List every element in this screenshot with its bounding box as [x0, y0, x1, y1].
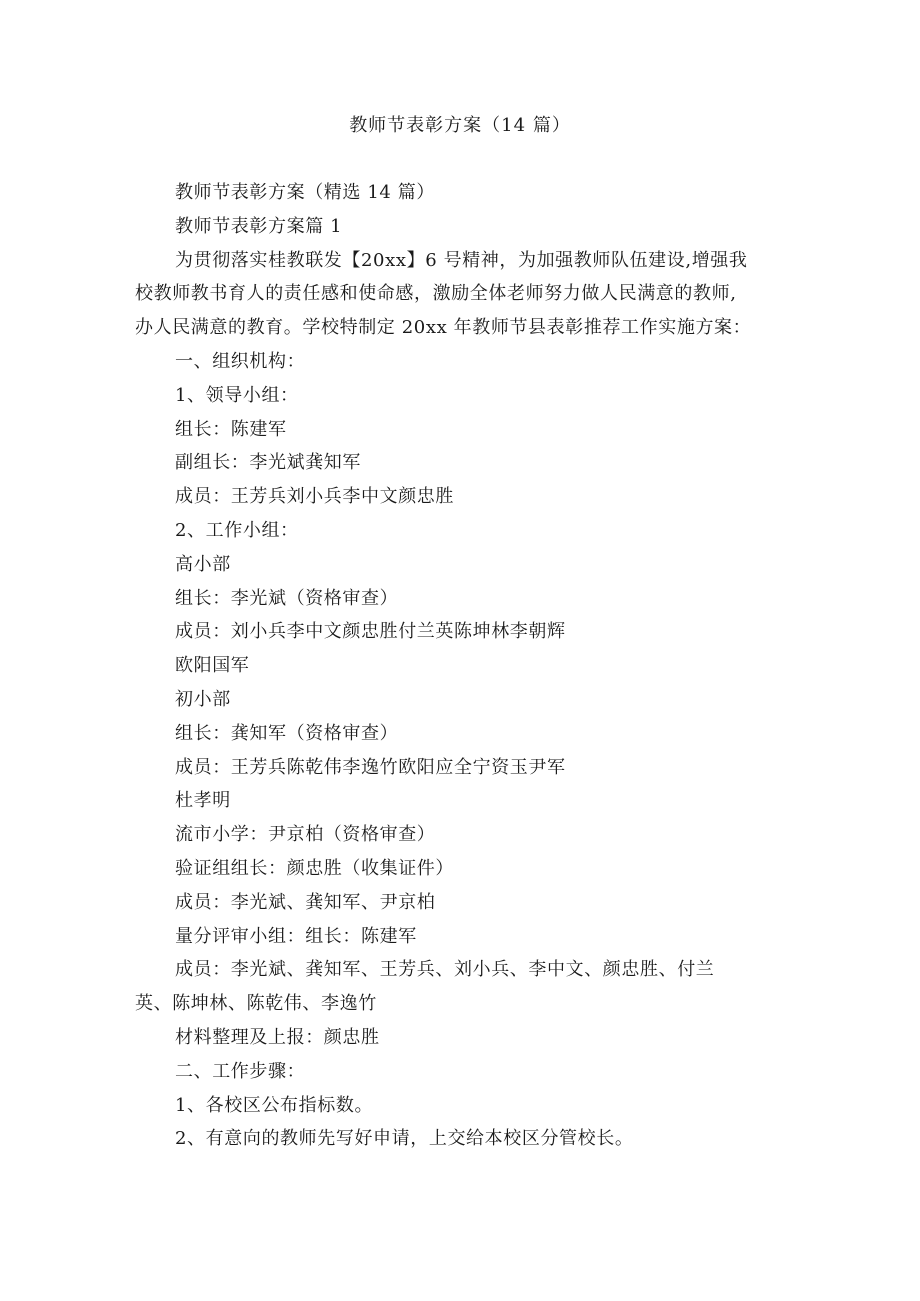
document-body	[135, 176, 795, 1156]
text-line: 杜孝明	[175, 790, 231, 812]
intro-line: 办人民满意的教育。学校特制定 20xx 年教师节县表彰推荐工作实施方案：	[135, 317, 752, 339]
text-line: 组长：龚知军（资格审查）	[175, 722, 399, 744]
text-line: 量分评审小组：组长：陈建军	[175, 925, 417, 947]
heading-organization: 一、组织机构：	[175, 350, 306, 372]
subheading-leadership-group: 1、领导小组：	[175, 384, 299, 406]
text-line: 成员：王芳兵刘小兵李中文颜忠胜	[175, 486, 454, 508]
text-line: 成员：王芳兵陈乾伟李逸竹欧阳应全宁资玉尹军	[175, 756, 566, 778]
subtitle: 教师节表彰方案（精选 14 篇）	[175, 182, 435, 203]
section-heading: 教师节表彰方案篇 1	[175, 215, 343, 237]
heading-work-steps: 二、工作步骤：	[175, 1060, 306, 1082]
text-line: 成员：刘小兵李中文颜忠胜付兰英陈坤林李朝辉	[175, 621, 566, 643]
text-line: 组长：陈建军	[175, 418, 287, 440]
text-line: 成员：李光斌、龚知军、尹京柏	[175, 891, 436, 913]
text-line: 1、各校区公布指标数。	[175, 1094, 374, 1116]
intro-paragraph	[135, 244, 795, 345]
text-line: 高小部	[175, 553, 231, 575]
text-line: 2、有意向的教师先写好申请，上交给本校区分管校长。	[175, 1128, 634, 1150]
text-line: 初小部	[175, 688, 231, 710]
members-line: 英、陈坤林、陈乾伟、李逸竹	[135, 993, 377, 1015]
members-line: 成员：李光斌、龚知军、王芳兵、刘小兵、李中文、颜忠胜、付兰	[175, 959, 715, 981]
intro-line: 为贯彻落实桂教联发【20xx】6 号精神，为加强教师队伍建设,增强我	[175, 249, 748, 271]
members-paragraph	[135, 953, 795, 1021]
document-title: 教师节表彰方案（14 篇）	[349, 115, 571, 136]
text-line: 欧阳国军	[175, 655, 250, 677]
intro-line: 校教师教书育人的责任感和使命感，激励全体老师努力做人民满意的教师,	[135, 283, 737, 305]
text-line: 副组长：李光斌龚知军	[175, 452, 361, 474]
text-line: 验证组组长：颜忠胜（收集证件）	[175, 857, 454, 879]
subheading-work-group: 2、工作小组：	[175, 519, 299, 541]
text-line: 流市小学：尹京柏（资格审查）	[175, 824, 436, 846]
text-line: 材料整理及上报：颜忠胜	[175, 1026, 380, 1048]
text-line: 组长：李光斌（资格审查）	[175, 587, 399, 609]
